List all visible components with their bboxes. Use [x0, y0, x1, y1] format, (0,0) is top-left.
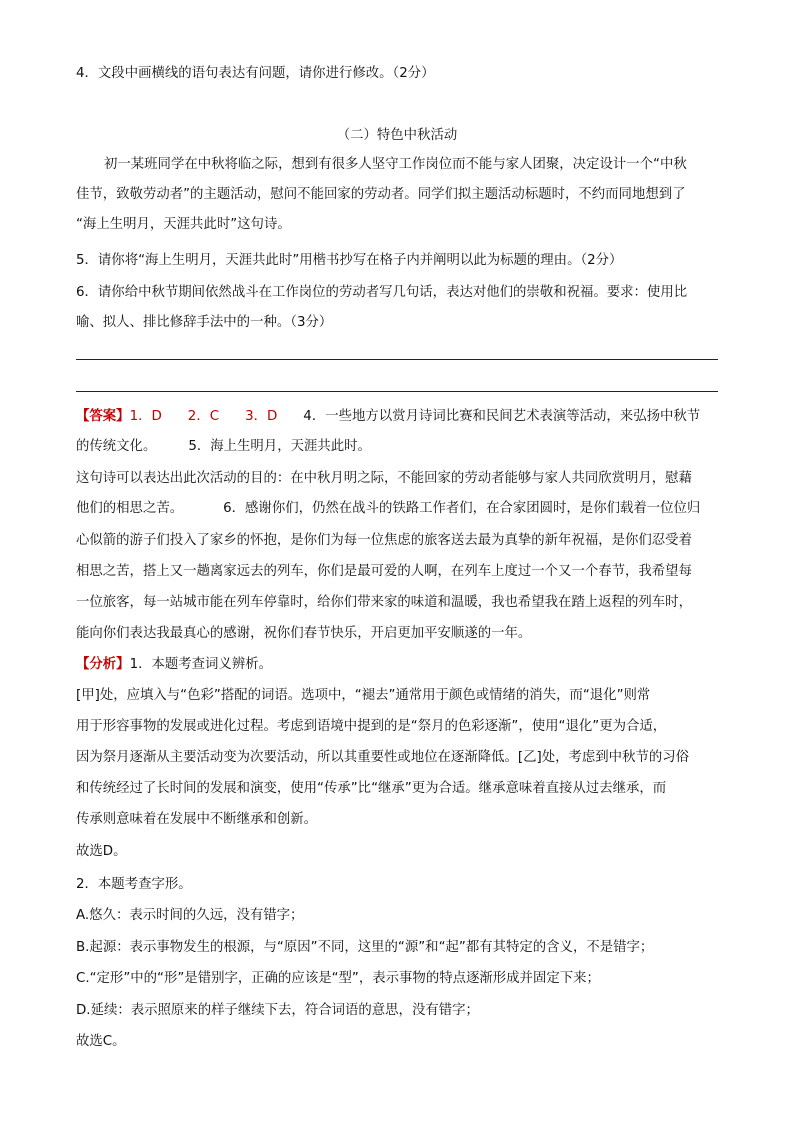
answer-6-start: 6．感谢你们，仍然在战斗的铁路工作者们，在合家团圆时，是你们载着一位位归: [223, 501, 701, 516]
intro-line-1: 初一某班同学在中秋将临之际，想到有很多人坚守工作岗位而不能与家人团聚，决定设计一个“中秋: [104, 157, 687, 172]
answer-4-line-1: 4．一些地方以赏月诗词比赛和民间艺术表演等活动，来弘扬中秋节: [303, 409, 701, 424]
section-title: （二）特色中秋活动: [336, 128, 458, 143]
intro-line-3: “海上生明月，天涯共此时”这句诗。: [76, 217, 291, 232]
answer-line-4: [76, 499, 700, 519]
question-6-line-2: 喻、拟人、排比修辞手法中的一种。（3分）: [76, 315, 333, 330]
analysis-line-12: 故选C。: [76, 1034, 126, 1049]
analysis-line-9: B.起源：表示事物发生的根源，与“原因”不同，这里的“源”和“起”都有其特定的含义，不是错字；: [76, 940, 654, 955]
answer-line-5: 心似箭的游子们投入了家乡的怀抱，是你们为每一位焦虑的旅客送去最为真挚的新年祝福，是你们忍受着: [76, 533, 692, 548]
answer-rule-2: [76, 391, 718, 392]
analysis-line-5: 传承则意味着在发展中不断继承和创新。: [76, 812, 318, 827]
answer-rule-1: [76, 359, 718, 360]
intro-line-2: 佳节，致敬劳动者”的主题活动，慰问不能回家的劳动者。同学们拟主题活动标题时，不约而同地想到了: [76, 187, 686, 202]
answer-5: 5．海上生明月，天涯共此时。: [188, 439, 371, 454]
analysis-line-1: [甲]处，应填入与“色彩”搭配的词语。选项中，“褪去”通常用于颜色或情绪的消失，而“退化”则常: [76, 688, 651, 703]
analysis-1-title: 1．本题考查词义辨析。: [129, 657, 272, 672]
analysis-line-3: 因为祭月逐渐从主要活动变为次要活动，所以其重要性或地位在逐渐降低。[乙]处，考虑到中秋节的习俗: [76, 750, 690, 765]
question-5: 5．请你将“海上生明月，天涯共此时”用楷书抄写在格子内并阐明以此为标题的理由。（2分）: [76, 253, 623, 268]
answer-line-2: [76, 437, 371, 457]
answer-4-line-2: 的传统文化。: [76, 439, 157, 454]
analysis-line-2: 用于形容事物的发展或进化过程。考虑到语境中提到的是“祭月的色彩逐渐”，使用“退化”更为合适，: [76, 719, 667, 734]
answer-line-3: 这句诗可以表达出此次活动的目的：在中秋月明之际，不能回家的劳动者能够与家人共同欣赏明月，慰藉: [76, 471, 692, 486]
answer-tag: 【答案】: [76, 409, 130, 424]
answer-1: 1．D: [129, 409, 162, 424]
answer-line-1: [76, 407, 700, 427]
answer-2: 2．C: [187, 409, 220, 424]
analysis-tag: 【分析】: [76, 657, 130, 672]
analysis-line-10: C.“定形”中的“形”是错别字，正确的应该是“型”，表示事物的特点逐渐形成并固定下来；: [76, 971, 600, 986]
answer-line-6: 相思之苦，搭上又一趟离家远去的列车，你们是最可爱的人啊，在列车上度过一个又一个春节，我希望每: [76, 564, 692, 579]
question-4: 4．文段中画横线的语句表达有问题，请你进行修改。（2分）: [76, 66, 435, 81]
analysis-line-7: 2．本题考查字形。: [76, 877, 192, 892]
analysis-line-11: D.延续：表示照原来的样子继续下去，符合词语的意思，没有错字；: [76, 1003, 479, 1018]
answer-3: 3．D: [245, 409, 278, 424]
question-6-line-1: 6．请你给中秋节期间依然战斗在工作岗位的劳动者写几句话，表达对他们的崇敬和祝福。要求：使用比: [76, 285, 688, 300]
answer-5-end: 他们的相思之苦。: [76, 501, 184, 516]
analysis-head: [76, 655, 272, 675]
analysis-line-8: A.悠久：表示时间的久远，没有错字；: [76, 908, 304, 923]
analysis-line-4: 和传统经过了长时间的发展和演变，使用“传承”比“继承”更为合适。继承意味着直接从过去继承，而: [76, 781, 667, 796]
analysis-line-6: 故选D。: [76, 844, 127, 859]
answer-line-7: 一位旅客，每一站城市能在列车停靠时，给你们带来家的味道和温暖，我也希望我在踏上返程的列车时，: [76, 595, 692, 610]
answer-line-8: 能向你们表达我最真心的感谢，祝你们春节快乐，开启更加平安顺遂的一年。: [76, 626, 532, 641]
